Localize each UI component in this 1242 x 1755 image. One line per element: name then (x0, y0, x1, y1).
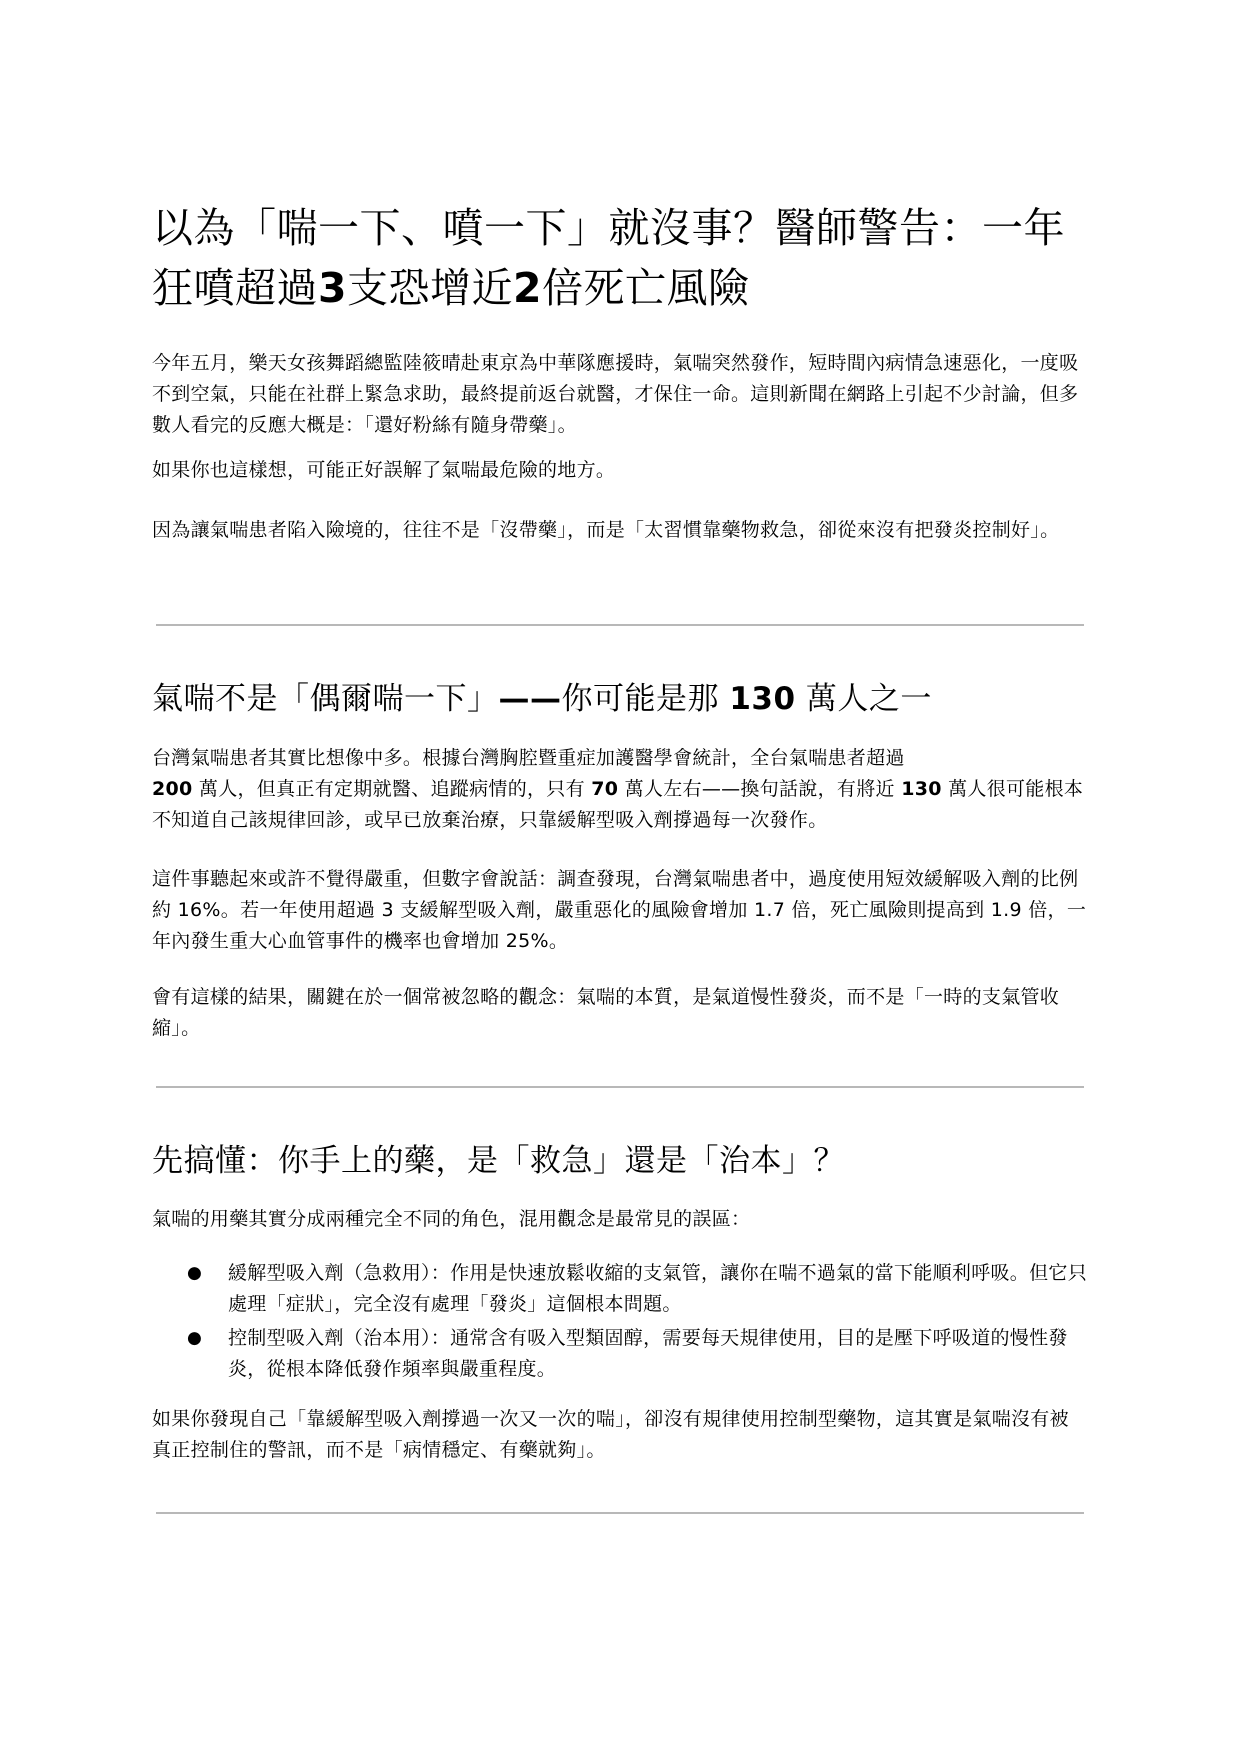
s1p1-text-g: 萬人很可能根本不知道自己該規律回診，或早已放棄治療，只靠緩解型吸入劑撐過每一次發作。 (152, 778, 1084, 831)
title-text-part2: 支恐增近 (347, 264, 514, 312)
article-title (152, 198, 1088, 318)
bullet-icon: ● (187, 1263, 203, 1283)
section1-paragraph-1 (152, 743, 1088, 836)
list-item-text: 緩解型吸入劑（急救用）：作用是快速放鬆收縮的支氣管，讓你在喘不過氣的當下能順利呼吸。但它只處理「症狀」，完全沒有處理「發炎」這個根本問題。 (228, 1262, 1088, 1315)
section2-paragraph-1: 氣喘的用藥其實分成兩種完全不同的角色，混用觀念是最常見的誤區： (152, 1208, 751, 1230)
s1p1-number-70: 70 (591, 778, 619, 800)
title-number-3: 3 (318, 264, 348, 312)
section1-heading-part-c: 萬人之一 (795, 681, 932, 717)
title-text-part3: 倍死亡風險 (542, 264, 750, 312)
s1p1-number-200: 200 (152, 778, 193, 800)
section-divider-1 (156, 624, 1084, 626)
section1-heading-part-b: 你可能是那 (561, 681, 730, 717)
section1-heading (152, 679, 1088, 719)
section1-paragraph-2: 這件事聽起來或許不覺得嚴重，但數字會說話：調查發現，台灣氣喘患者中，過度使用短效緩解吸入劑的比例約 16%。若一年使用超過 3 支緩解型吸入劑，嚴重惡化的風險會增加 1.7 倍，死亡風險則提高到 1.9 倍，一年內發生重大心血管事件的機率也會增加 25%。 (152, 868, 1087, 952)
section2-paragraph-2: 如果你發現自己「靠緩解型吸入劑撐過一次又一次的喘」，卻沒有規律使用控制型藥物，這其實是氣喘沒有被真正控制住的警訊，而不是「病情穩定、有藥就夠」。 (152, 1408, 1069, 1461)
section2-heading: 先搞懂：你手上的藥，是「救急」還是「治本」？ (152, 1143, 845, 1179)
title-text-part1: 以為「喘一下、噴一下」就沒事？醫師警告：一年狂噴超過 (152, 204, 1065, 312)
intro-paragraph-2: 如果你也這樣想，可能正好誤解了氣喘最危險的地方。 (152, 459, 616, 481)
section-divider-2 (156, 1086, 1084, 1088)
list-item (152, 1258, 1088, 1320)
list-item (152, 1323, 1088, 1385)
s1p1-text-a: 台灣氣喘患者其實比想像中多。根據台灣胸腔暨重症加護醫學會統計，全台氣喘患者超過 (152, 747, 905, 769)
medication-list (152, 1258, 1088, 1388)
section1-paragraph-3: 會有這樣的結果，關鍵在於一個常被忽略的觀念：氣喘的本質，是氣道慢性發炎，而不是「一時的支氣管收縮」。 (152, 986, 1060, 1039)
intro-paragraph-1: 今年五月，樂天女孩舞蹈總監陸筱晴赴東京為中華隊應援時，氣喘突然發作，短時間內病情急速惡化，一度吸不到空氣，只能在社群上緊急求助，最終提前返台就醫，才保住一命。這則新聞在網路上引起不少討論，但多數人看完的反應大概是：「還好粉絲有隨身帶藥」。 (152, 352, 1079, 436)
s1p1-text-e: 萬人左右——換句話說，有將近 (618, 778, 902, 800)
list-item-text: 控制型吸入劑（治本用）：通常含有吸入型類固醇，需要每天規律使用，目的是壓下呼吸道的慢性發炎，從根本降低發作頻率與嚴重程度。 (228, 1327, 1068, 1380)
intro-paragraph-3: 因為讓氣喘患者陷入險境的，往往不是「沒帶藥」，而是「太習慣靠藥物救急，卻從來沒有把發炎控制好」。 (152, 519, 1060, 541)
title-number-2: 2 (513, 264, 543, 312)
section1-heading-dash: —— (498, 681, 562, 717)
section-divider-3 (156, 1512, 1084, 1514)
s1p1-number-130: 130 (901, 778, 942, 800)
section1-heading-part-a: 氣喘不是「偶爾喘一下」 (152, 681, 499, 717)
bullet-icon: ● (187, 1328, 203, 1348)
s1p1-text-c: 萬人，但真正有定期就醫、追蹤病情的，只有 (192, 778, 592, 800)
section1-heading-number: 130 (729, 681, 796, 717)
